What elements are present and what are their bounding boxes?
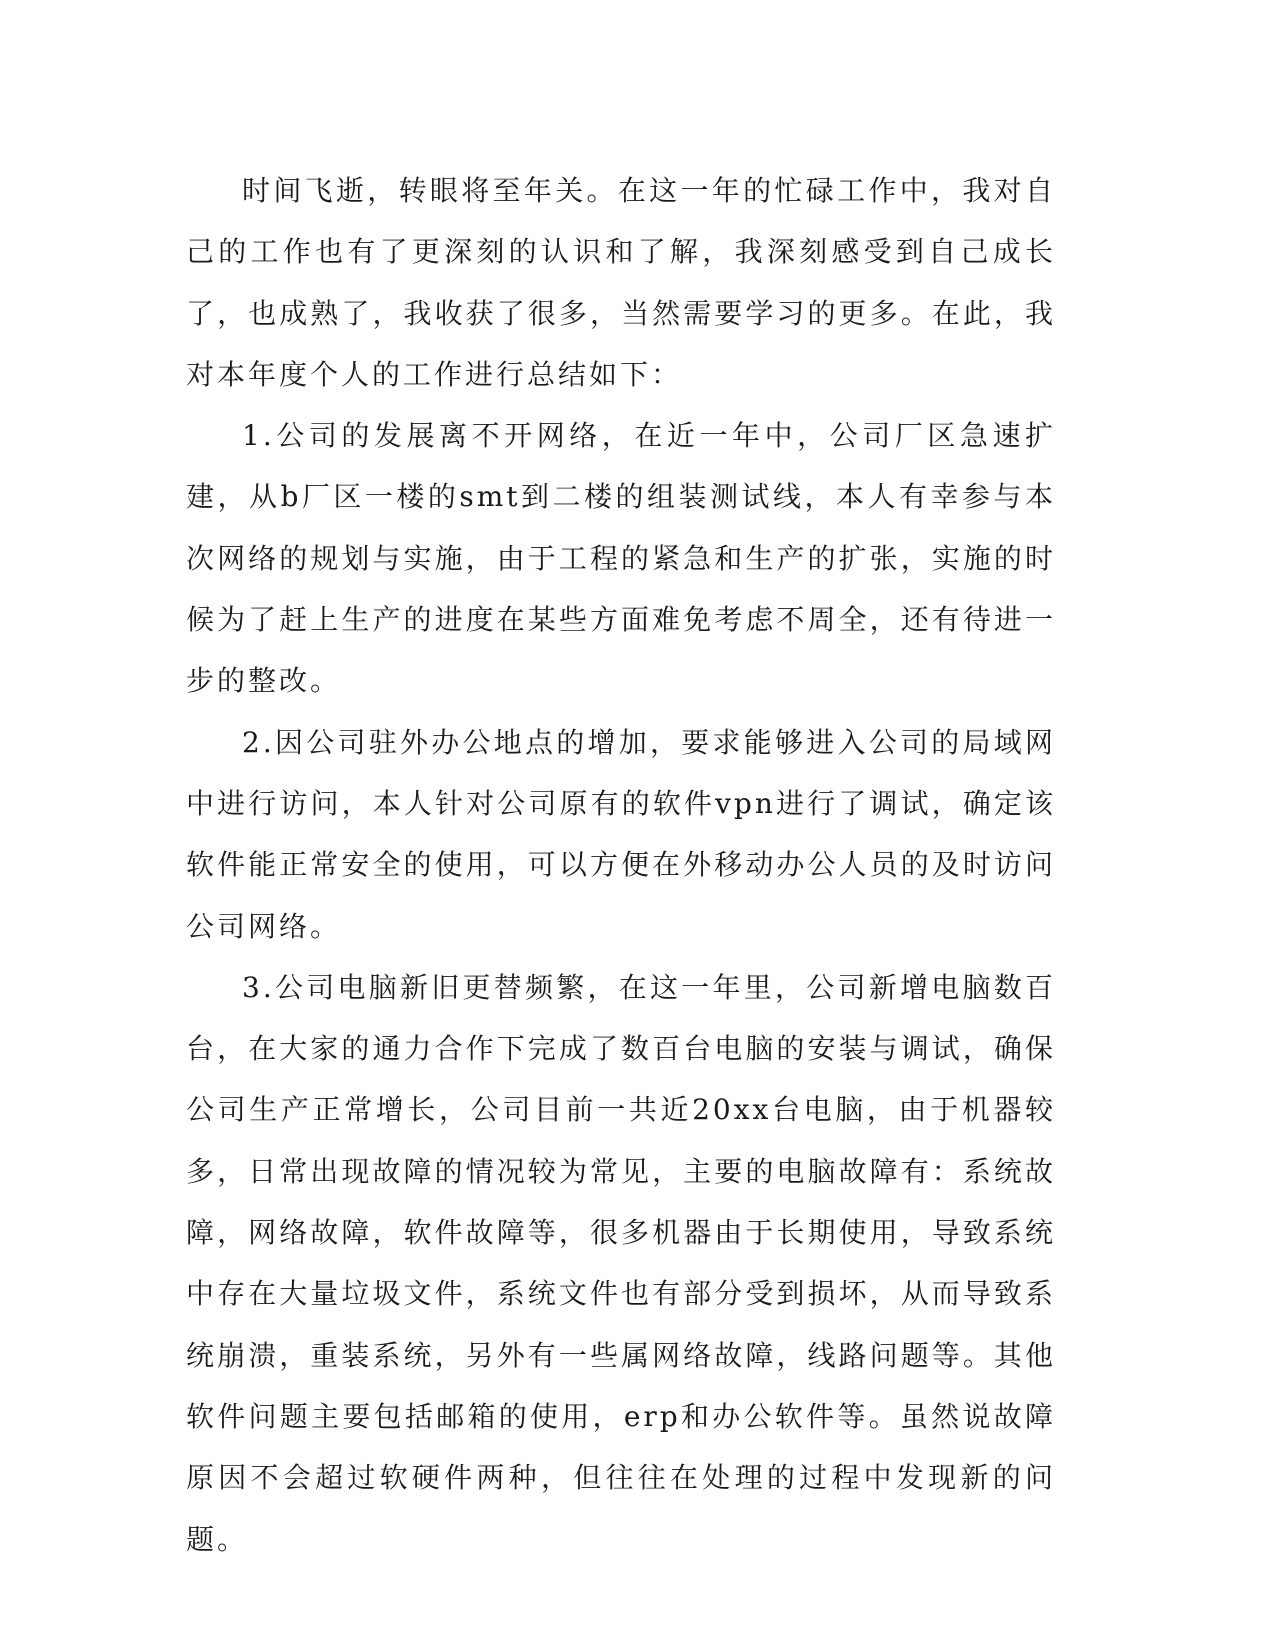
paragraph-intro: 时间飞逝，转眼将至年关。在这一年的忙碌工作中，我对自己的工作也有了更深刻的认识和了解，我深刻感受到自己成长了，也成熟了，我收获了很多，当然需要学习的更多。在此，我对本年度个人的工作进行总结如下： [186, 174, 1056, 391]
paragraph-item-2: 2.因公司驻外办公地点的增加，要求能够进入公司的局域网中进行访问，本人针对公司原有的软件vpn进行了调试，确定该软件能正常安全的使用，可以方便在外移动办公人员的及时访问公司网络。 [186, 725, 1056, 943]
paragraph-item-3: 3.公司电脑新旧更替频繁，在这一年里，公司新增电脑数百台，在大家的通力合作下完成了数百台电脑的安装与调试，确保公司生产正常增长，公司目前一共近20xx台电脑，由于机器较多，日常出现故障的情况较为常见，主要的电脑故障有：系统故障，网络故障，软件故障等，很多机器由于长期使用，导致系统中存在大量垃圾文件，系统文件也有部分受到损坏，从而导致系统崩溃，重装系统，另外有一些属网络故障，线路问题等。其他软件问题主要包括邮箱的使用，erp和办公软件等。虽然说故障原因不会超过软硬件两种，但往往在处理的过程中发现新的问题。 [186, 970, 1056, 1556]
document-body [186, 160, 1056, 1570]
paragraph-item-1: 1.公司的发展离不开网络，在近一年中，公司厂区急速扩建，从b厂区一楼的smt到二楼的组装测试线，本人有幸参与本次网络的规划与实施，由于工程的紧急和生产的扩张，实施的时候为了赶上生产的进度在某些方面难免考虑不周全，还有待进一步的整改。 [186, 419, 1056, 698]
